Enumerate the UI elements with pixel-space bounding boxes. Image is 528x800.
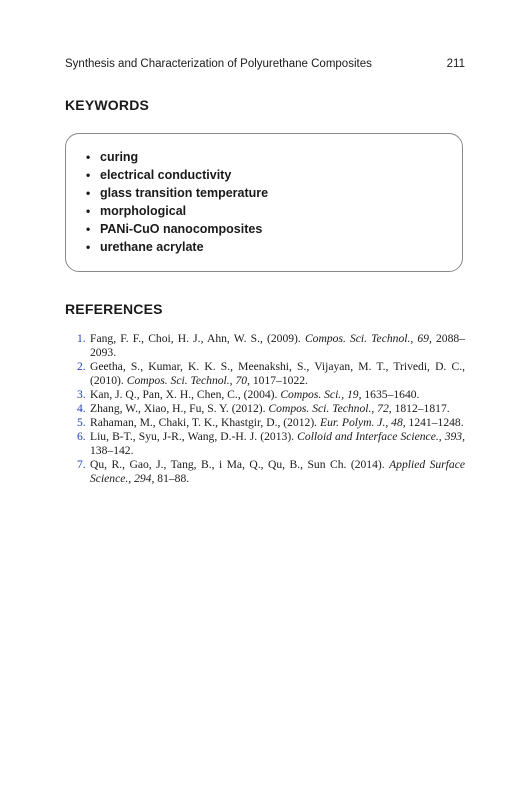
reference-text <box>90 416 465 430</box>
keyword-item <box>86 220 268 238</box>
keyword-text: PANi-CuO nanocomposites <box>100 222 263 236</box>
references-list <box>77 332 465 486</box>
reference-text <box>90 360 465 388</box>
keywords-box <box>65 133 463 272</box>
running-header <box>65 58 465 70</box>
reference-journal: Compos. Sci. Technol., 72, <box>268 402 392 415</box>
reference-authors: Fang, F. F., Choi, H. J., Ahn, W. S., (2009). <box>90 332 305 345</box>
reference-number: 5. <box>77 416 86 429</box>
reference-number: 7. <box>77 458 86 471</box>
reference-authors: Geetha, S., Kumar, K. K. S., Meenakshi, S., Vijayan, M. T., Trivedi, D. C., (2010). <box>90 360 465 387</box>
reference-text <box>90 332 465 360</box>
reference-item <box>77 360 465 388</box>
keywords-list <box>86 148 268 256</box>
reference-text <box>90 430 465 458</box>
reference-item <box>77 416 465 430</box>
reference-item <box>77 332 465 360</box>
reference-journal: Compos. Sci., 19, <box>280 388 362 401</box>
reference-authors: Qu, R., Gao, J., Tang, B., i Ma, Q., Qu, B., Sun Ch. (2014). <box>90 458 390 471</box>
keyword-item <box>86 148 268 166</box>
keyword-item <box>86 166 268 184</box>
reference-authors: Liu, B-T., Syu, J-R., Wang, D.-H. J. (2013). <box>90 430 298 443</box>
keyword-item <box>86 202 268 220</box>
reference-item <box>77 388 465 402</box>
reference-authors: Rahaman, M., Chaki, T. K., Khastgir, D., (2012). <box>90 416 320 429</box>
bullet-icon: • <box>86 168 91 182</box>
keyword-text: curing <box>100 150 139 164</box>
reference-number: 2. <box>77 360 86 373</box>
reference-pages: 1241–1248. <box>405 416 464 429</box>
reference-pages: 2088–2093. <box>90 332 465 359</box>
keyword-text: urethane acrylate <box>100 240 204 254</box>
reference-number: 6. <box>77 430 86 443</box>
reference-pages: 1635–1640. <box>361 388 420 401</box>
reference-pages: 138–142. <box>90 444 134 457</box>
reference-journal: Compos. Sci. Technol., 69, <box>304 332 432 345</box>
keyword-text: morphological <box>100 204 187 218</box>
reference-pages: 1017–1022. <box>249 374 308 387</box>
running-title: Synthesis and Characterization of Polyurethane Composites <box>65 58 372 70</box>
keyword-item <box>86 238 268 256</box>
keyword-text: electrical conductivity <box>100 168 232 182</box>
bullet-icon: • <box>86 240 91 254</box>
references-heading: REFERENCES <box>65 301 163 317</box>
reference-number: 1. <box>77 332 86 345</box>
reference-pages: 1812–1817. <box>391 402 450 415</box>
reference-item <box>77 458 465 486</box>
reference-journal: Colloid and Interface Science., 393, <box>297 430 466 443</box>
reference-text <box>90 402 465 416</box>
reference-number: 4. <box>77 402 86 415</box>
reference-number: 3. <box>77 388 86 401</box>
reference-text <box>90 458 465 486</box>
keywords-heading: KEYWORDS <box>65 97 150 113</box>
keyword-text: glass transition temperature <box>100 186 269 200</box>
page-number: 211 <box>446 58 465 70</box>
bullet-icon: • <box>86 222 91 236</box>
reference-journal: Eur. Polym. J., 48, <box>319 416 406 429</box>
reference-text <box>90 388 465 402</box>
reference-item <box>77 430 465 458</box>
reference-journal: Compos. Sci. Technol., 70, <box>126 374 250 387</box>
reference-journal: Applied Surface Science., 294, <box>90 458 465 485</box>
reference-authors: Kan, J. Q., Pan, X. H., Chen, C., (2004). <box>90 388 281 401</box>
reference-authors: Zhang, W., Xiao, H., Fu, S. Y. (2012). <box>90 402 269 415</box>
bullet-icon: • <box>86 186 91 200</box>
bullet-icon: • <box>86 204 91 218</box>
bullet-icon: • <box>86 150 91 164</box>
keyword-item <box>86 184 268 202</box>
reference-item <box>77 402 465 416</box>
reference-pages: 81–88. <box>154 472 190 485</box>
